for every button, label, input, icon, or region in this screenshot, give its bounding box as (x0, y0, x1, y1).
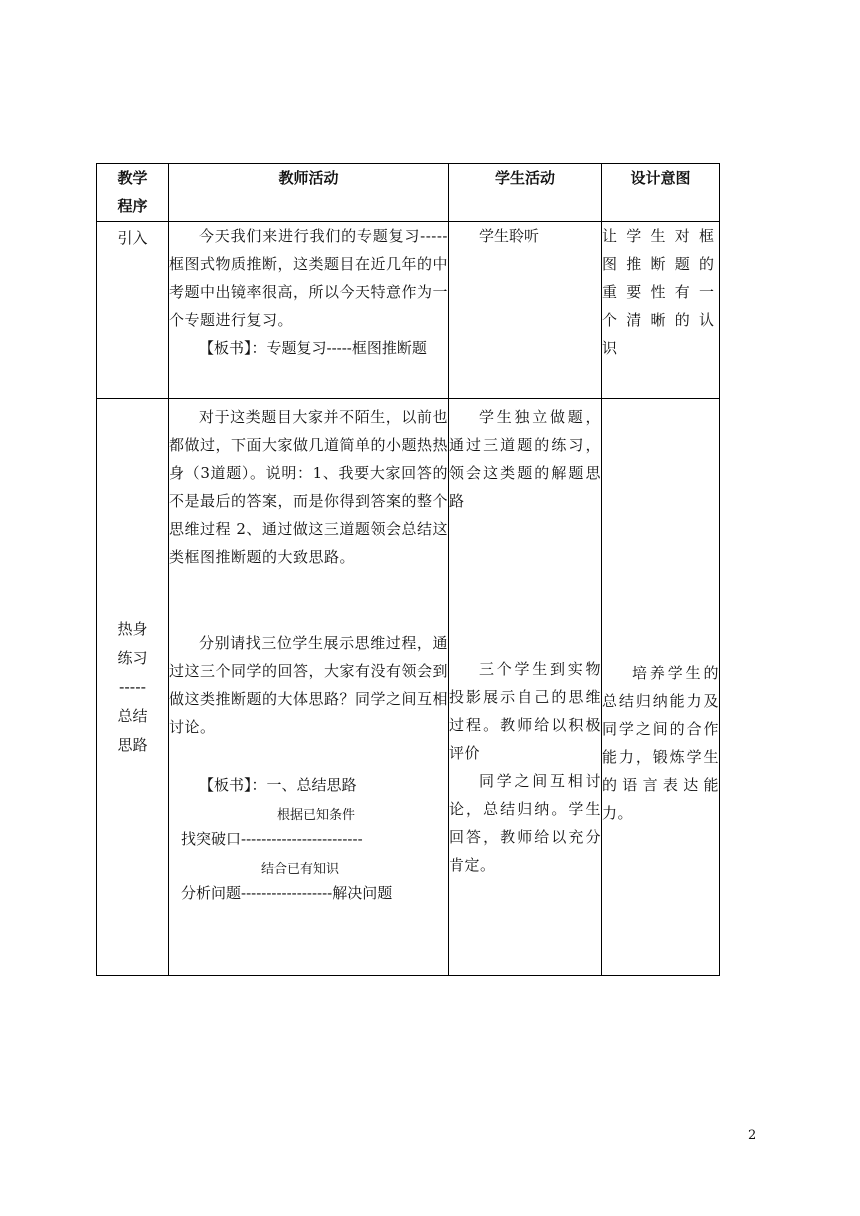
design-intent-cell (602, 222, 720, 399)
header-stage-line: 程序 (117, 197, 148, 215)
header-student-activity: 学生活动 (449, 164, 602, 222)
board-note: 【板书】：一、总结思路 (199, 776, 357, 794)
table-row (97, 399, 720, 976)
student-paragraph: 学生独立做题，通过三道题的练习，领会这类题的解题思路 (449, 408, 601, 510)
board-note: 【板书】：专题复习-----框图推断题 (199, 339, 427, 357)
stage-label: 引入 (117, 229, 148, 247)
stage-line: 思路 (117, 735, 148, 754)
stage-cell (97, 399, 169, 976)
student-paragraph: 同学之间互相讨论，总结归纳。学生回答，教师给以充分肯定。 (449, 772, 601, 874)
header-stage (97, 164, 169, 222)
stage-line: 练习 (117, 648, 148, 667)
page-number: 2 (748, 1128, 757, 1143)
header-teacher-activity: 教师活动 (169, 164, 449, 222)
flow-note: 结合已有知识 (261, 862, 340, 877)
stage-line: 热身 (117, 619, 148, 638)
intent-paragraph: 让学生对框图推断题的重要性有一个清晰的认识 (602, 227, 719, 357)
table-header-row (97, 164, 720, 222)
teacher-paragraph: 分别请找三位学生展示思维过程，通过这三个同学的回答，大家有没有领会到做这类推断题的大体思路？同学之间互相讨论。 (169, 634, 449, 736)
lesson-plan-table (96, 163, 720, 976)
header-stage-line: 教学 (117, 169, 148, 187)
stage-line: 总结 (117, 706, 148, 725)
intent-paragraph: 培养学生的总结归纳能力及同学之间的合作能力，锻炼学生的语言表达能力。 (602, 664, 719, 822)
flow-note: 根据已知条件 (277, 808, 356, 823)
stage-cell (97, 222, 169, 399)
stage-line: ----- (118, 677, 147, 696)
student-paragraph: 三个学生到实物投影展示自己的思维过程。教师给以积极评价 (449, 660, 601, 762)
flow-label: 找突破口------------------------ (181, 830, 363, 848)
design-intent-cell (602, 399, 720, 976)
student-activity-cell (449, 399, 602, 976)
table-row (97, 222, 720, 399)
student-paragraph: 学生聆听 (479, 227, 540, 245)
flow-label: 分析问题------------------解决问题 (181, 884, 393, 902)
flow-step-1 (169, 807, 448, 851)
teacher-activity-cell (169, 399, 449, 976)
student-activity-cell (449, 222, 602, 399)
teacher-paragraph: 今天我们来进行我们的专题复习-----框图式物质推断，这类题目在近几年的中考题中出镜率很高，所以今天特意作为一个专题进行复习。 (169, 227, 449, 329)
teacher-paragraph: 对于这类题目大家并不陌生，以前也都做过，下面大家做几道简单的小题热热身（3道题）。说明：1、我要大家回答的不是最后的答案，而是你得到答案的整个思维过程 2、通过做这三道题领会总结这类框图推断题的大致思路。 (169, 408, 449, 566)
flow-step-2 (169, 861, 448, 905)
header-design-intent: 设计意图 (602, 164, 720, 222)
teacher-activity-cell (169, 222, 449, 399)
